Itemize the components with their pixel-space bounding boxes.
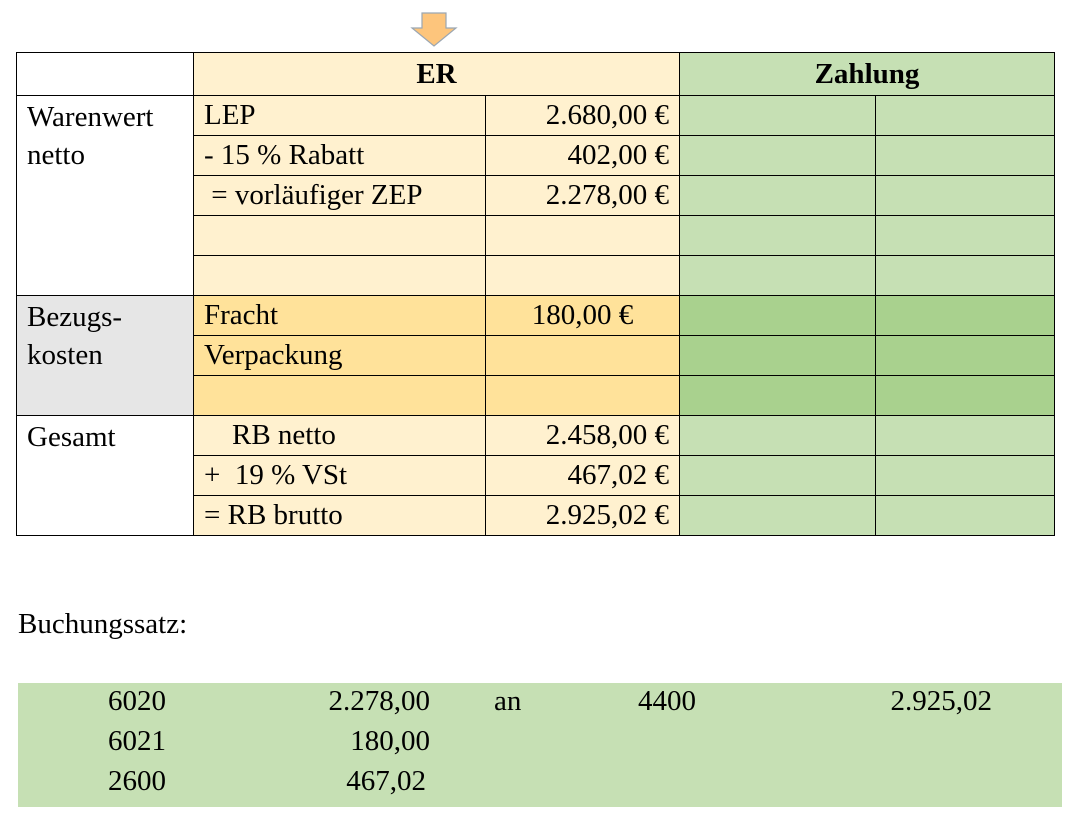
row-label: Fracht [194, 296, 486, 336]
row-label: LEP [194, 96, 486, 136]
row-label [194, 256, 486, 296]
zahlung-cell [680, 256, 876, 296]
zahlung-cell [876, 456, 1055, 496]
debit-account: 6021 [108, 725, 166, 757]
debit-account: 2600 [108, 765, 166, 797]
row-value: 402,00 € [486, 136, 680, 176]
debit-amount: 2.278,00 [328, 685, 430, 717]
row-value: 2.458,00 € [486, 416, 680, 456]
table-row [17, 296, 1055, 336]
row-label: Verpackung [194, 336, 486, 376]
zahlung-cell [680, 96, 876, 136]
zahlung-cell [876, 376, 1055, 416]
row-label: = RB brutto [194, 496, 486, 536]
row-value [486, 256, 680, 296]
row-label: - 15 % Rabatt [194, 136, 486, 176]
zahlung-cell [876, 256, 1055, 296]
zahlung-cell [680, 296, 876, 336]
row-value [486, 336, 680, 376]
row-label [194, 216, 486, 256]
zahlung-cell [680, 176, 876, 216]
row-value: 2.278,00 € [486, 176, 680, 216]
down-arrow-icon [410, 12, 458, 48]
debit-amount: 180,00 [350, 725, 430, 757]
zahlung-cell [876, 216, 1055, 256]
row-value: 180,00 € [486, 296, 680, 336]
zahlung-cell [876, 496, 1055, 536]
zahlung-cell [876, 416, 1055, 456]
table-row [17, 416, 1055, 456]
booking-title: Buchungssatz: [18, 608, 188, 640]
header-er: ER [194, 53, 680, 96]
booking-connector: an [494, 685, 522, 717]
zahlung-cell [876, 176, 1055, 216]
section-gesamt: Gesamt [17, 416, 194, 536]
booking-entry [18, 683, 1062, 807]
zahlung-cell [680, 456, 876, 496]
header-empty-cell [17, 53, 194, 96]
row-value [486, 376, 680, 416]
row-value: 467,02 € [486, 456, 680, 496]
row-value: 2.925,02 € [486, 496, 680, 536]
zahlung-cell [876, 96, 1055, 136]
calculation-table [16, 52, 1055, 536]
row-label: RB netto [194, 416, 486, 456]
row-value: 2.680,00 € [486, 96, 680, 136]
row-label: + 19 % VSt [194, 456, 486, 496]
debit-amount: 467,02 [346, 765, 426, 797]
zahlung-cell [876, 296, 1055, 336]
table-row [17, 96, 1055, 136]
section-warenwert-netto: Warenwert netto [17, 96, 194, 296]
zahlung-cell [876, 336, 1055, 376]
zahlung-cell [680, 496, 876, 536]
table-header-row [17, 53, 1055, 96]
zahlung-cell [680, 376, 876, 416]
credit-account: 4400 [638, 685, 696, 717]
zahlung-cell [680, 136, 876, 176]
row-value [486, 216, 680, 256]
zahlung-cell [680, 416, 876, 456]
header-zahlung: Zahlung [680, 53, 1055, 96]
debit-account: 6020 [108, 685, 166, 717]
row-label: = vorläufiger ZEP [194, 176, 486, 216]
zahlung-cell [876, 136, 1055, 176]
credit-amount: 2.925,02 [890, 685, 992, 717]
zahlung-cell [680, 336, 876, 376]
row-label [194, 376, 486, 416]
zahlung-cell [680, 216, 876, 256]
section-bezugskosten: Bezugs- kosten [17, 296, 194, 416]
